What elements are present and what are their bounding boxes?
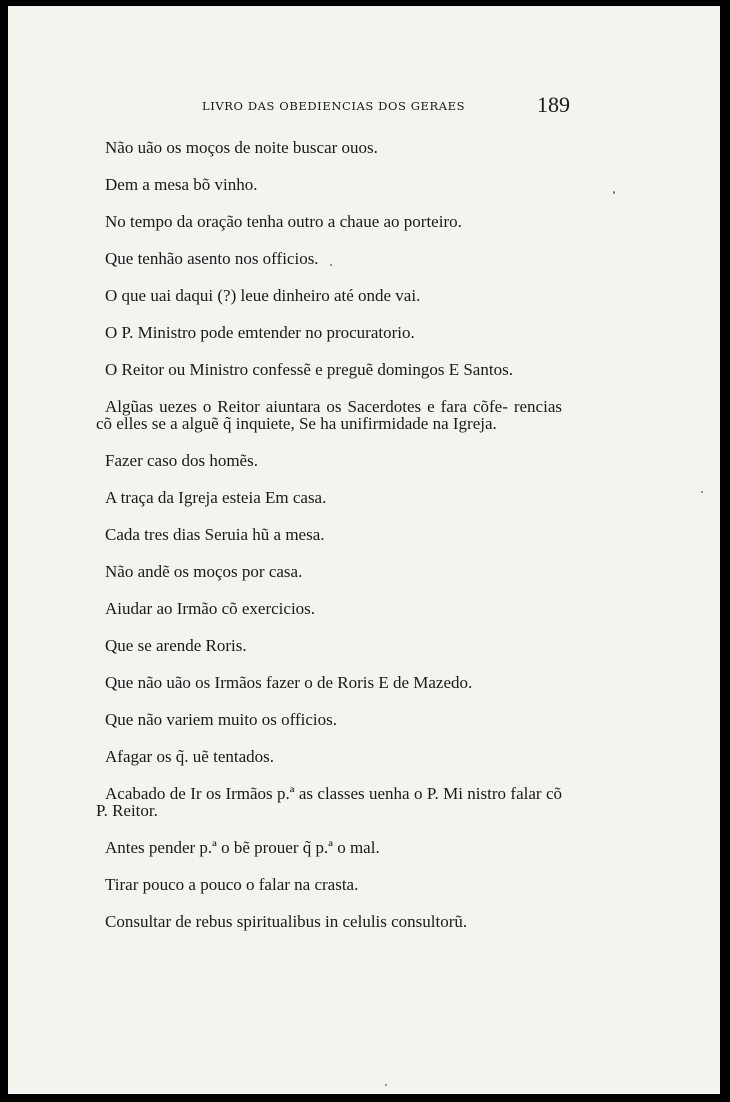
paper-fleck <box>613 191 615 194</box>
list-item: Não uão os moços de noite buscar ouos. <box>105 138 378 157</box>
list-item: Que não uão os Irmãos fazer o de Roris E de Mazedo. <box>105 673 473 692</box>
list-item: Tirar pouco a pouco o falar na crasta. <box>105 875 359 894</box>
list-item: O P. Ministro pode emtender no procuratorio. <box>105 323 415 342</box>
paper-fleck <box>701 491 703 493</box>
running-title: LIVRO DAS OBEDIENCIAS DOS GERAES <box>202 99 466 113</box>
list-item: Que não variem muito os officios. <box>105 710 337 729</box>
list-item: O que uai daqui (?) leue dinheiro até onde vai. <box>105 286 421 305</box>
list-item: Fazer caso dos homẽs. <box>105 451 258 470</box>
list-item: Cada tres dias Seruia hũ a mesa. <box>105 525 325 544</box>
list-item: No tempo da oração tenha outro a chaue ao porteiro. <box>105 212 462 231</box>
list-item: Que se arende Roris. <box>105 636 247 655</box>
text-body <box>96 138 562 950</box>
list-item: Dem a mesa bõ vinho. <box>105 175 258 194</box>
document-page <box>8 6 720 1094</box>
paper-fleck <box>385 1084 387 1086</box>
list-item: Consultar de rebus spiritualibus in celulis consultorũ. <box>105 912 468 931</box>
paper-fleck <box>330 264 332 266</box>
list-item: Que tenhão asento nos officios. <box>105 249 319 268</box>
page-number: 189 <box>537 92 570 117</box>
list-item: A traça da Igreja esteia Em casa. <box>105 488 327 507</box>
list-item: O Reitor ou Ministro confessẽ e preguẽ domingos E Santos. <box>105 360 513 379</box>
list-item: Algũas uezes o Reitor aiuntara os Sacerdotes e fara cõfe- rencias cõ elles se a alguẽ q̃ inquiete, Se ha unifirmidade na Igreja. <box>96 397 562 433</box>
list-item: Afagar os q̃. uẽ tentados. <box>105 747 275 766</box>
list-item: Aiudar ao Irmão cõ exercicios. <box>105 599 316 618</box>
list-item: Antes pender p.ª o bẽ prouer q̃ p.ª o mal. <box>105 838 380 857</box>
list-item: Não andẽ os moços por casa. <box>105 562 303 581</box>
list-item: Acabado de Ir os Irmãos p.ª as classes uenha o P. Mi nistro falar cõ P. Reitor. <box>96 784 562 820</box>
